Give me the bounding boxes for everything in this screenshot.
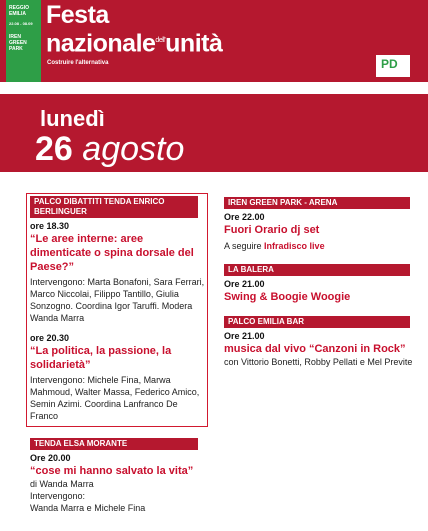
event-time: Ore 20.00 (30, 453, 71, 463)
event-title: musica dal vivo “Canzoni in Rock” (224, 343, 406, 355)
event-line: Wanda Marra e Michele Fina (30, 503, 146, 513)
event-title: “La politica, la passione, la solidarietà” (30, 345, 172, 371)
event-title: Swing & Boogie Woogie (224, 291, 351, 303)
title-word-nazionale: nazionale (46, 29, 156, 58)
event-speakers: Intervengono: Marta Bonafoni, Sara Ferrari, Marco Niccolai, Filippo Tantillo, Giulia Sonzogno. Coordina Igor Taruffi. Modera Wanda Marra (30, 277, 205, 323)
right-column (224, 196, 414, 368)
festival-subtitle: Costruire l'alternativa (47, 60, 109, 66)
dibattiti-content (30, 196, 206, 422)
event-author: di Wanda Marra (30, 479, 94, 489)
title-line2 (46, 28, 222, 56)
title-word-dell: dell' (155, 37, 166, 44)
badge-park: IREN GREEN PARK (9, 34, 27, 52)
event-speakers: Intervengono: Michele Fina, Marwa Mahmoud, Walter Massa, Federico Amico, Semin Azimi. Coordina Lanfranco De Franco (30, 375, 200, 421)
event-time: Ore 22.00 (224, 212, 265, 222)
event-follow (224, 240, 414, 252)
event-description: con Vittorio Bonetti, Robby Pellati e Mel Previte (224, 357, 413, 367)
venue-tag: TENDA ELSA MORANTE (30, 438, 198, 450)
badge-dates: 22.08 - 08.09 (9, 21, 33, 26)
event-time: ore 18.30 (30, 221, 70, 231)
event-title: “cose mi hanno salvato la vita” (30, 465, 194, 477)
day-number: 26 (35, 130, 73, 168)
follow-label: A seguire (224, 241, 262, 251)
title-line1: Festa (46, 1, 109, 29)
date-label (35, 130, 184, 169)
weekday-label: lunedì (40, 106, 105, 131)
event-time: Ore 21.00 (224, 331, 265, 341)
event-title: Fuori Orario dj set (224, 224, 320, 236)
venue-tag: IREN GREEN PARK - ARENA (224, 197, 410, 209)
event-time: ore 20.30 (30, 333, 70, 343)
event-title: “Le aree interne: aree dimenticate o spina dorsale del Paese?” (30, 233, 194, 273)
venue-tag: LA BALERA (224, 264, 410, 276)
festival-title (46, 2, 222, 56)
badge-city: REGGIO EMILIA (9, 5, 30, 17)
green-badge (6, 0, 41, 82)
month-name: agosto (82, 130, 185, 168)
follow-act: Infradisco live (264, 241, 325, 251)
event-time: Ore 21.00 (224, 279, 265, 289)
pd-logo-text: PD (381, 57, 398, 71)
venue-tag: PALCO DIBATTITI TENDA ENRICO BERLINGUER (30, 196, 198, 218)
title-word-unita: unità (165, 29, 223, 58)
venue-tag: PALCO EMILIA BAR (224, 316, 410, 328)
morante-content (30, 437, 206, 514)
event-line: Intervengono: (30, 491, 86, 501)
pd-logo (376, 55, 410, 77)
